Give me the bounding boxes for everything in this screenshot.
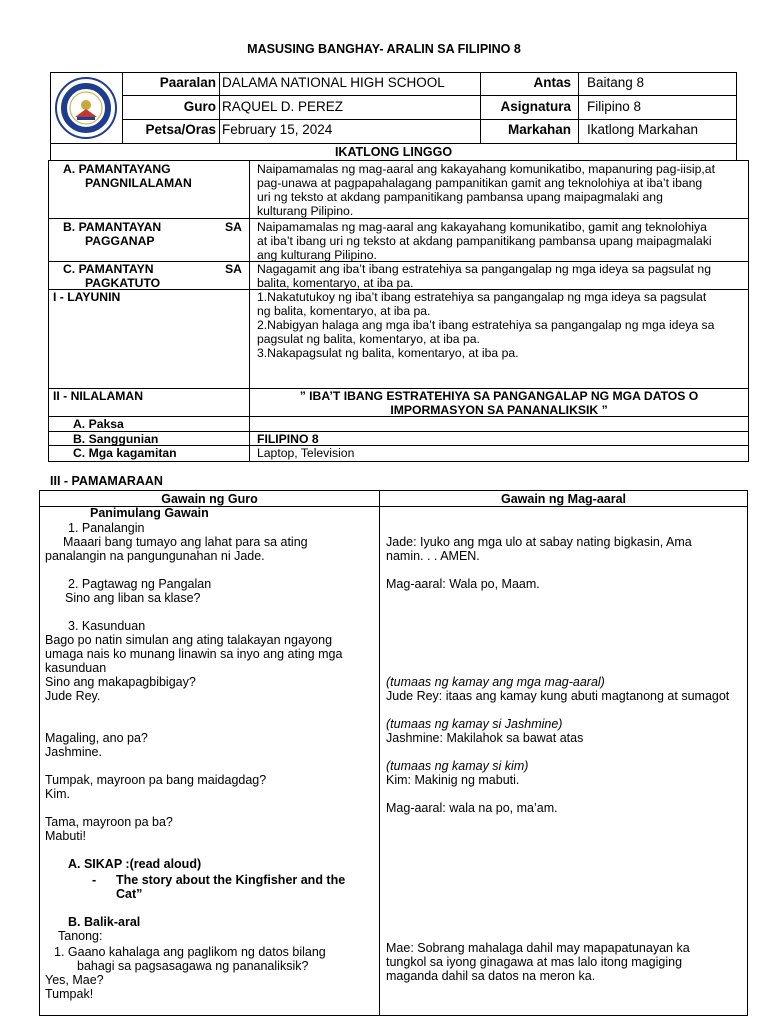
layunin-text: 1.Nakatutukoy ng iba’t ibang estratehiya sa pangangalap ng mga ideya sa pagsulat ng balita, komentaryo, at iba pa. 2.Nabigyan halaga ang mga iba’t ibang estratehiya sa pangangalap ng mga ideya sa pagsulat ng balita, komentaryo, at iba pa. 3.Nakapagsulat ng balita, komentaryo, at iba pa. bbox=[257, 290, 715, 360]
teacher-line: 1. Gaano kahalaga ang paglikom ng datos bilang bbox=[54, 945, 326, 959]
guro-label: Guro bbox=[183, 99, 216, 114]
teacher-line: - bbox=[92, 873, 97, 887]
teacher-line: kasunduan bbox=[45, 661, 107, 675]
student-line: namin. . . AMEN. bbox=[386, 549, 480, 563]
teacher-line: 1. Panalangin bbox=[68, 521, 145, 535]
student-line: (tumaas ng kamay si Jashmine) bbox=[386, 717, 563, 731]
kagamitan-label: C. Mga kagamitan bbox=[73, 446, 177, 460]
pagganap-label-2: PAGGANAP bbox=[85, 234, 155, 248]
teacher-line: The story about the Kingfisher and the bbox=[116, 873, 346, 887]
layunin-label: I - LAYUNIN bbox=[53, 290, 121, 304]
student-line: Mag-aaral: wala na po, ma’am. bbox=[386, 801, 558, 815]
balik-aral-heading: B. Balik-aral bbox=[68, 915, 141, 929]
student-line: Kim: Makinig ng mabuti. bbox=[386, 773, 520, 787]
student-line: Jude Rey: itaas ang kamay kung abuti magtanong at sumagot bbox=[386, 689, 730, 703]
teacher-column-header: Gawain ng Guro bbox=[161, 492, 258, 506]
student-line: Jade: Iyuko ang mga ulo at sabay nating bigkasin, Ama bbox=[386, 535, 692, 549]
teacher-line: Yes, Mae? bbox=[45, 973, 104, 987]
document-title: MASUSING BANGHAY- ARALIN SA FILIPINO 8 bbox=[247, 42, 521, 56]
asignatura-label: Asignatura bbox=[500, 99, 571, 114]
teacher-line: Sino ang makapagbibigay? bbox=[45, 675, 196, 689]
pagganap-label-1: B. PAMANTAYAN bbox=[63, 220, 162, 234]
nilalaman-text: ” IBA’T IBANG ESTRATEHIYA SA PANGANGALAP NG MGA DATOS O IMPORMASYON SA PANANALIKSIK ” bbox=[299, 389, 699, 417]
teacher-line: 2. Pagtawag ng Pangalan bbox=[68, 577, 212, 591]
teacher-line: Tanong: bbox=[58, 929, 103, 943]
sikap-heading: A. SIKAP :(read aloud) bbox=[68, 857, 202, 871]
student-line: maganda dahil sa datos na meron ka. bbox=[386, 969, 596, 983]
teacher-line: Magaling, ano pa? bbox=[45, 731, 148, 745]
pagkatuto-label-2: PAGKATUTO bbox=[85, 276, 161, 290]
markahan-value: Ikatlong Markahan bbox=[587, 122, 699, 137]
paksa-label: A. Paksa bbox=[73, 417, 124, 431]
student-line: Mae: Sobrang mahalaga dahil may mapapatunayan ka bbox=[386, 941, 690, 955]
pagkatuto-text: Nagagamit ang iba’t ibang estratehiya sa pangangalap ng mga ideya sa pagsulat ng balita, komentaryo, at iba pa. bbox=[257, 262, 711, 290]
header-table bbox=[50, 72, 737, 144]
standards-table bbox=[48, 160, 749, 462]
antas-label: Antas bbox=[533, 75, 571, 90]
teacher-line: Maaari bang tumayo ang lahat para sa ating bbox=[63, 535, 308, 549]
sanggunian-label: B. Sanggunian bbox=[73, 432, 159, 446]
kagamitan-value: Laptop, Television bbox=[257, 446, 355, 460]
teacher-line: Tumpak! bbox=[45, 987, 94, 1001]
teacher-line: Cat” bbox=[116, 887, 143, 901]
pamamaraan-label: III - PAMAMARAAN bbox=[50, 474, 163, 488]
pamantayang-label-2: PANGNILALAMAN bbox=[85, 176, 192, 190]
deped-seal-cell bbox=[51, 73, 123, 143]
petsa-value: February 15, 2024 bbox=[222, 122, 333, 137]
deped-seal-icon bbox=[51, 73, 121, 143]
sanggunian-value: FILIPINO 8 bbox=[257, 432, 319, 446]
paaralan-value: DALAMA NATIONAL HIGH SCHOOL bbox=[222, 75, 445, 90]
paaralan-label: Paaralan bbox=[159, 75, 216, 90]
teacher-line: panalangin na pangungunahan ni Jade. bbox=[45, 549, 265, 563]
teacher-line: bahagi sa pagsasagawa ng pananaliksik? bbox=[77, 959, 309, 973]
teacher-line: Kim. bbox=[45, 787, 70, 801]
student-line: tungkol sa iyong ginagawa at mas lalo itong magiging bbox=[386, 955, 683, 969]
teacher-line: Sino ang liban sa klase? bbox=[65, 591, 201, 605]
pamantayang-label-1: A. PAMANTAYANG bbox=[63, 162, 171, 176]
teacher-line: Tumpak, mayroon pa bang maidagdag? bbox=[45, 773, 267, 787]
pagkatuto-label-sa: SA bbox=[225, 262, 242, 276]
pagkatuto-label-1: C. PAMANTAYN bbox=[63, 262, 154, 276]
student-column-header: Gawain ng Mag-aaral bbox=[500, 492, 627, 506]
asignatura-value: Filipino 8 bbox=[587, 99, 642, 114]
teacher-line: Panimulang Gawain bbox=[90, 506, 209, 520]
antas-value: Baitang 8 bbox=[587, 75, 645, 90]
markahan-label: Markahan bbox=[507, 122, 571, 137]
student-line: (tumaas ng kamay si kim) bbox=[386, 759, 529, 773]
pagganap-text: Naipamamalas ng mag-aaral ang kakayahang komunikatibo, gamit ang teknolohiya at iba’t ibang uri ng teksto at akdang pampanitikang pambansa upang maipagmalaki ang kulturang Pilipino. bbox=[257, 220, 712, 262]
teacher-line: Jude Rey. bbox=[45, 689, 101, 703]
teacher-line: Jashmine. bbox=[45, 745, 102, 759]
teacher-line: Bago po natin simulan ang ating talakayan ngayong bbox=[45, 633, 333, 647]
teacher-line: Tama, mayroon pa ba? bbox=[45, 815, 173, 829]
teacher-line: Mabuti! bbox=[45, 829, 86, 843]
nilalaman-label: II - NILALAMAN bbox=[53, 389, 144, 403]
week-label: IKATLONG LINGGO bbox=[50, 144, 737, 161]
procedure-table bbox=[39, 490, 748, 1016]
teacher-line: umaga nais ko munang linawin sa inyo ang ating mga bbox=[45, 647, 343, 661]
student-line: Jashmine: Makilahok sa bawat atas bbox=[386, 731, 584, 745]
student-line: Mag-aaral: Wala po, Maam. bbox=[386, 577, 540, 591]
pangnilalaman-text: Naipamamalas ng mag-aaral ang kakayahang komunikatibo, mapanuring pag-iisip,at pag-unawa at pagpapahalagang pampanitikan gamit ang teknolohiya at iba’t ibang uri ng teksto at akdang pampanitikang pambansa upang maipagmalaki ang kulturang Pilipino. bbox=[257, 162, 715, 218]
pagganap-label-sa: SA bbox=[225, 220, 242, 234]
guro-value: RAQUEL D. PEREZ bbox=[222, 99, 344, 114]
teacher-line: 3. Kasunduan bbox=[68, 619, 146, 633]
student-line: (tumaas ng kamay ang mga mag-aaral) bbox=[386, 675, 605, 689]
petsa-label: Petsa/Oras bbox=[145, 122, 216, 137]
